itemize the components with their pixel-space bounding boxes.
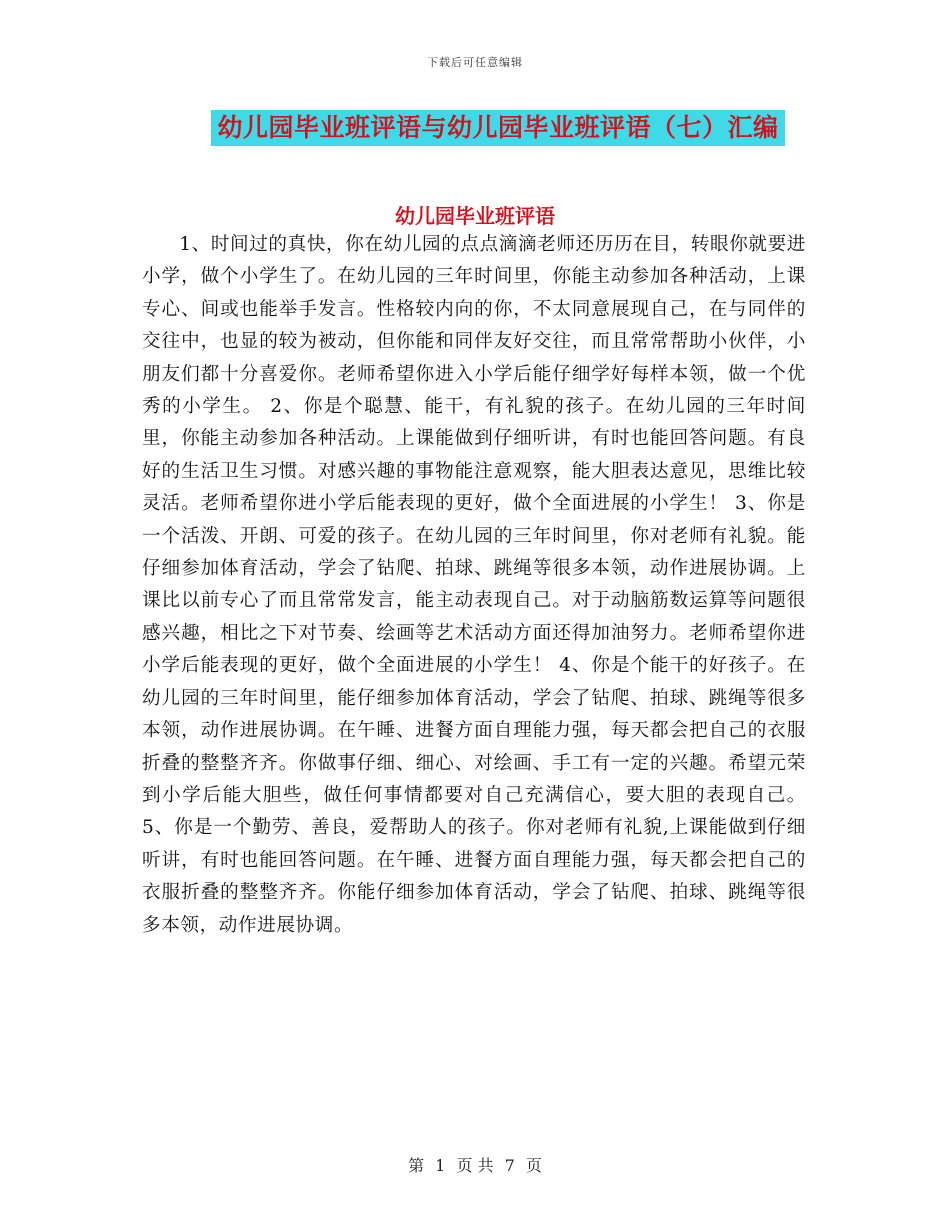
section-title: 幼儿园毕业班评语 — [395, 204, 555, 228]
page-footer — [0, 1153, 950, 1176]
footer-suffix: 页 — [525, 1156, 542, 1175]
footer-total-pages: 7 — [504, 1156, 515, 1175]
footer-page-number: 1 — [435, 1156, 446, 1175]
footer-prefix: 第 — [408, 1156, 425, 1175]
header-note: 下载后可任意编辑 — [427, 56, 523, 69]
document-title: 幼儿园毕业班评语与幼儿园毕业班评语（七）汇编 — [211, 110, 784, 146]
body-paragraph: 1、时间过的真快，你在幼儿园的点点滴滴老师还历历在目，转眼你就要进小学，做个小学生了。在幼儿园的三年时间里，你能主动参加各种活动，上课专心、间或也能举手发言。性格较内向的你，不太同意展现自己，在与同伴的交往中，也显的较为被动，但你能和同伴友好交往，而且常常帮助小伙伴，小朋友们都十分喜爱你。老师希望你进入小学后能仔细学好每样本领，做一个优秀的小学生。 2、你是个聪慧、能干，有礼貌的孩子。在幼儿园的三年时间里，你能主动参加各种活动。上课能做到仔细听讲，有时也能回答问题。有良好的生活卫生习惯。对感兴趣的事物能注意观察，能大胆表达意见，思维比较灵活。老师希望你进小学后能表现的更好，做个全面进展的小学生！ 3、你是一个活泼、开朗、可爱的孩子。在幼儿园的三年时间里，你对老师有礼貌。能仔细参加体育活动，学会了钻爬、拍球、跳绳等很多本领，动作进展协调。上课比以前专心了而且常常发言，能主动表现自己。对于动脑筋数运算等问题很感兴趣，相比之下对节奏、绘画等艺术活动方面还得加油努力。老师希望你进小学后能表现的更好，做个全面进展的小学生！ 4、你是个能干的好孩子。在幼儿园的三年时间里，能仔细参加体育活动，学会了钻爬、拍球、跳绳等很多本领，动作进展协调。在午睡、进餐方面自理能力强，每天都会把自己的衣服折叠的整整齐齐。你做事仔细、细心、对绘画、手工有一定的兴趣。希望元荣到小学后能大胆些，做任何事情都要对自己充满信心，要大胆的表现自己。 5、你是一个勤劳、善良，爱帮助人的孩子。你对老师有礼貌,上课能做到仔细听讲，有时也能回答问题。在午睡、进餐方面自理能力强，每天都会把自己的衣服折叠的整整齐齐。你能仔细参加体育活动，学会了钻爬、拍球、跳绳等很多本领，动作进展协调。 — [142, 234, 806, 936]
footer-middle: 页 共 — [456, 1156, 494, 1175]
document-title-wrap — [0, 110, 950, 146]
